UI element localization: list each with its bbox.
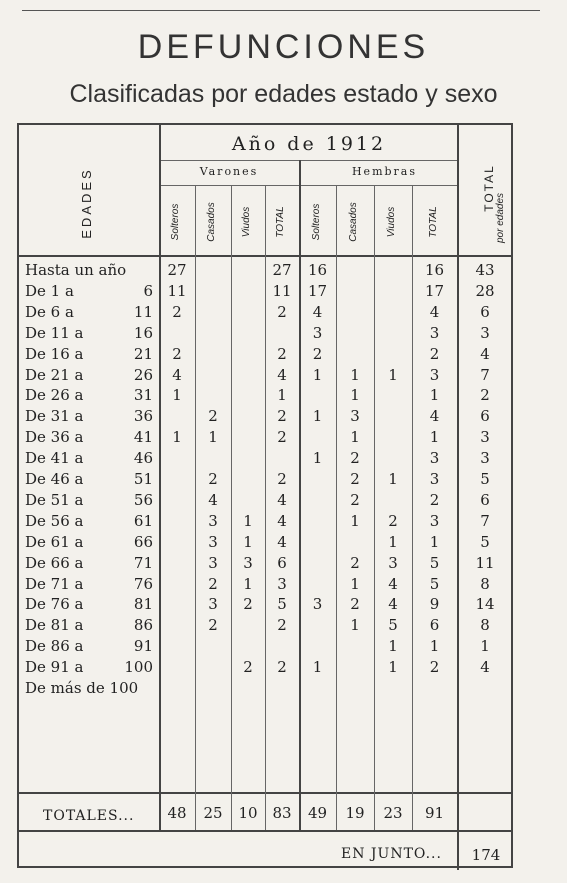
table-cell: 1 [208,428,218,447]
table-cell: 1 [312,365,323,384]
age-to: 86 [133,616,153,635]
age-from: De 1 a [25,281,74,300]
table-cell: 3 [480,323,490,342]
age-from: De 21 a [25,365,84,384]
year-heading: Año de 1912 [231,133,387,155]
age-to: 16 [133,323,153,342]
age-range [25,344,153,364]
age-range [25,490,153,510]
age-from: De 6 a [25,302,74,321]
table-cell: 2 [429,490,440,509]
age-to: 31 [133,386,153,405]
table-cell: 3 [277,574,287,593]
age-range [25,365,153,385]
table-cell: 17 [307,281,328,300]
table-cell: 2 [208,616,218,635]
table-cell: 5 [429,574,440,593]
table-cell: 3 [208,595,218,614]
age-range [25,511,153,531]
table-cell: 2 [172,302,182,321]
age-to: 6 [143,281,153,300]
table-cell: 9 [429,595,440,614]
table-cell: 1 [480,637,490,656]
age-range [25,615,153,635]
age-from: De 81 a [25,616,84,635]
table-cell: 2 [277,616,287,635]
table-cell: 1 [350,616,360,635]
table-cell: 1 [172,428,182,447]
mortality-table [17,123,513,868]
table-cell: 5 [277,595,287,614]
table-cell: 1 [388,637,398,656]
table-cell: 1 [312,407,323,426]
age-to: 11 [133,302,153,321]
table-cell: 4 [208,490,218,509]
table-cell: 27 [167,261,187,279]
table-cell: 2 [277,470,287,488]
table-cell: 2 [429,658,440,677]
age-from: De 56 a [25,511,84,530]
table-cell: 5 [388,616,398,635]
age-range [25,427,153,447]
table-cell: 4 [429,302,440,321]
table-cell: 2 [429,344,440,363]
age-from: De 46 a [25,470,84,488]
table-cell: 28 [475,281,495,300]
age-range [25,553,153,573]
table-cell: 1 [388,532,398,551]
group-varones: Varones [199,165,259,178]
age-from: De 36 a [25,428,84,447]
table-cell: 2 [277,407,287,426]
table-cell: 1 [350,428,360,447]
table-cell: 1 [429,532,440,551]
col-rule [374,185,375,830]
table-cell: 1 [312,449,323,468]
column-header: Viudos [241,206,252,238]
age-from: De 61 a [25,532,84,551]
table-cell: 1 [350,574,360,593]
age-range: Hasta un año [25,261,127,279]
table-cell: 17 [424,281,445,300]
age-from: De 51 a [25,490,84,509]
age-from: De 11 a [25,323,84,342]
age-range [25,281,153,301]
table-cell: 4 [312,302,323,321]
totals-cell: 23 [383,804,403,822]
age-range [25,532,153,552]
rule-totals-bottom [19,830,513,832]
table-cell: 2 [350,449,360,468]
table-cell: 1 [429,428,440,447]
age-from: De 86 a [25,637,84,656]
table-cell: 6 [277,553,287,572]
table-cell: 2 [208,407,218,426]
table-cell: 11 [272,281,292,300]
age-from: De 31 a [25,407,84,426]
top-rule [22,10,540,11]
table-cell: 1 [172,386,182,405]
table-cell: 4 [429,407,440,426]
table-cell: 2 [277,428,287,447]
column-header: Casados [348,202,359,242]
age-to: 26 [133,365,153,384]
table-cell: 1 [388,470,398,488]
table-cell: 2 [208,574,218,593]
age-range [25,574,153,594]
table-cell: 3 [429,323,440,342]
totals-cell: 19 [345,804,365,822]
table-cell: 2 [388,511,398,530]
table-cell: 14 [475,595,495,614]
table-cell: 4 [277,532,287,551]
table-cell: 3 [312,595,323,614]
total-header-sub: por edades [495,192,506,244]
en-junto-label: EN JUNTO... [341,846,442,862]
age-to: 56 [133,490,153,509]
rule-year [159,160,457,161]
table-cell: 3 [429,470,440,488]
table-cell: 5 [429,553,440,572]
group-hembras: Hembras [351,165,418,178]
age-to: 81 [133,595,153,614]
age-to: 41 [133,428,153,447]
table-cell: 3 [243,553,253,572]
table-cell: 2 [350,553,360,572]
table-cell: 43 [475,261,495,279]
column-header: TOTAL [275,206,286,238]
totals-cell: 10 [238,804,258,822]
table-cell: 16 [424,261,445,279]
table-cell: 3 [480,449,490,468]
table-cell: 1 [243,574,253,593]
edades-header: EDADES [79,167,94,239]
rule-totals-top [19,792,513,794]
table-cell: 1 [429,386,440,405]
table-cell: 3 [208,511,218,530]
age-to: 91 [133,637,153,656]
table-cell: 1 [388,365,398,384]
table-cell: 5 [480,470,490,488]
table-cell: 1 [243,511,253,530]
col-rule [159,125,161,830]
table-cell: 6 [480,490,490,509]
page-subtitle: Clasificadas por edades estado y sexo [69,80,498,108]
totals-cell: 91 [424,804,445,822]
table-cell: 1 [312,658,323,677]
age-to: 66 [133,532,153,551]
column-header: Solteros [170,203,181,241]
table-cell: 3 [429,511,440,530]
table-cell: 2 [208,470,218,488]
table-cell: 3 [429,449,440,468]
table-cell: 8 [480,616,490,635]
table-cell: 3 [208,553,218,572]
age-to: 76 [133,574,153,593]
table-cell: 6 [480,302,490,321]
table-cell: 2 [243,658,253,677]
age-range [25,323,153,343]
table-cell: 16 [307,261,328,279]
table-cell: 2 [277,344,287,363]
age-to: 46 [133,449,153,468]
totals-label: TOTALES... [43,808,135,824]
table-cell: 1 [277,386,287,405]
column-header: TOTAL [427,206,439,238]
table-cell: 7 [480,365,490,384]
table-cell: 6 [429,616,440,635]
table-cell: 2 [350,490,360,509]
table-cell: 4 [277,511,287,530]
totals-cell: 49 [307,804,328,822]
age-range: De más de 100 [25,679,139,697]
age-from: De 41 a [25,449,84,468]
table-cell: 7 [480,511,490,530]
table-cell: 2 [350,595,360,614]
column-header: Casados [206,202,217,242]
table-cell: 2 [312,344,323,363]
age-to: 36 [133,407,153,426]
table-cell: 8 [480,574,490,593]
age-from: De 91 a [25,658,84,677]
totals-cell: 25 [203,804,223,822]
age-range [25,448,153,468]
table-cell: 11 [475,553,495,572]
table-cell: 2 [277,658,287,677]
table-cell: 4 [388,595,398,614]
age-range [25,594,153,614]
age-to: 51 [133,470,153,488]
age-range [25,302,153,322]
table-cell: 3 [480,428,490,447]
column-header: Solteros [310,203,322,241]
age-from: De 26 a [25,386,84,405]
age-range [25,657,153,677]
age-range [25,385,153,405]
table-cell: 3 [429,365,440,384]
totals-cell: 48 [167,804,187,822]
table-cell: 6 [480,407,490,426]
table-cell: 2 [350,470,360,488]
table-cell: 1 [243,532,253,551]
age-from: De 66 a [25,553,84,572]
en-junto-value: 174 [471,846,501,864]
table-cell: 4 [172,365,182,384]
table-cell: 4 [388,574,398,593]
totals-cell: 83 [272,804,292,822]
table-cell: 1 [350,386,360,405]
age-range [25,636,153,656]
table-cell: 4 [480,658,490,677]
age-to: 21 [133,344,153,363]
table-cell: 5 [480,532,490,551]
table-cell: 2 [480,386,490,405]
table-cell: 4 [277,490,287,509]
age-from: De 16 a [25,344,84,363]
table-cell: 1 [350,365,360,384]
table-cell: 2 [277,302,287,321]
page-title: DEFUNCIONES [137,28,430,66]
age-to: 61 [133,511,153,530]
age-to: 100 [124,658,153,677]
table-cell: 3 [208,532,218,551]
age-range [25,469,153,489]
table-cell: 3 [388,553,398,572]
table-cell: 4 [480,344,490,363]
table-cell: 4 [277,365,287,384]
table-cell: 1 [350,511,360,530]
table-cell: 1 [388,658,398,677]
table-cell: 11 [167,281,187,300]
col-rule [231,185,232,830]
table-cell: 1 [429,637,440,656]
total-header: TOTAL [482,164,496,212]
age-from: De 76 a [25,595,84,614]
table-cell: 3 [350,407,360,426]
table-cell: 3 [312,323,323,342]
age-range [25,406,153,426]
table-cell: 2 [172,344,182,363]
column-header: Viudos [386,206,397,238]
age-to: 71 [133,553,153,572]
age-from: De 71 a [25,574,84,593]
table-cell: 2 [243,595,253,614]
table-cell: 27 [272,261,292,279]
